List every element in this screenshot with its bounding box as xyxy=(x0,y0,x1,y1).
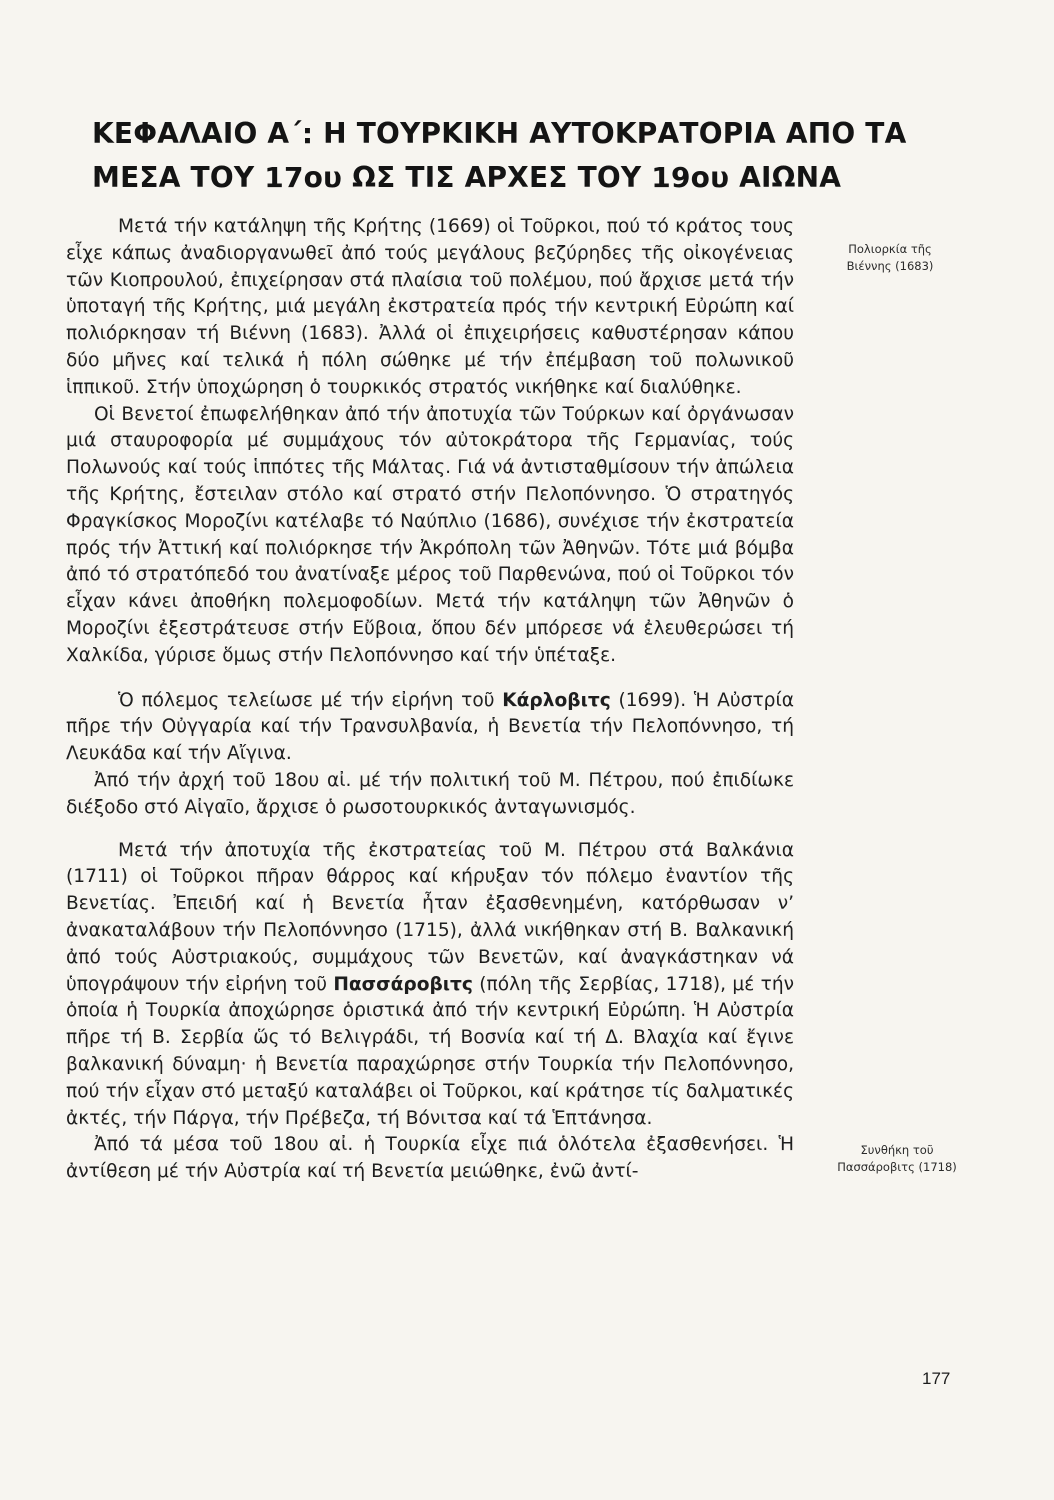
paragraph-siege-of-vienna: Μετά τήν κατάληψη τῆς Κρήτης (1669) οἱ Τοῦρκοι, πού τό κράτος τους εἶχε κάπως ἀναδιοργανωθεῖ ἀπό τούς μεγάλους βεζύρηδες τῆς οἰκογένειας τῶν Κιοπρουλού, ἐπιχείρησαν στά πλαίσια τοῦ πολέμου, πού ἄρχισε μετά τήν ὑποταγή τῆς Κρήτης, μιά μεγάλη ἐκστρατεία πρός τήν κεντρική Εὐρώπη καί πολιόρκησαν τή Βιέννη (1683). Ἀλλά οἱ ἐπιχειρήσεις καθυστέρησαν κάπου δύο μῆνες καί τελικά ἡ πόλη σώθηκε μέ τήν ἐπέμβαση τοῦ πολωνικοῦ ἱππικοῦ. Στήν ὑποχώρηση ὁ τουρκικός στρατός νικήθηκε καί διαλύθηκε. xyxy=(66,216,794,398)
margin-note-line: Συνθήκη τοῦ xyxy=(860,1143,934,1157)
paragraph-text: (πόλη τῆς Σερβίας, 1718), μέ τήν ὁποία ἡ Τουρκία ἀποχώρησε ὁριστικά ἀπό τήν κεντρική Εὐρώπη. Ἡ Αὐστρία πῆρε τή Β. Σερβία ὥς τό Βελιγράδι, τή Βοσνία καί τή Δ. Βλαχία καί ἔγινε βαλκανική δύναμη· ἡ Βενετία παραχώρησε στήν Τουρκία τήν Πελοπόννησο, πού τήν εἶχαν στό μεταξύ καταλάβει οἱ Τοῦρκοι, καί κράτησε τίς δαλματικές ἀκτές, τήν Πάργα, τήν Πρέβεζα, τή Βόνιτσα καί τά Ἑπτάνησα. xyxy=(66,973,794,1129)
paragraph-text: (1699). Ἡ Αὐστρία πῆρε τήν Οὐγγαρία καί τήν Τρανσυλβανία, ἡ Βενετία τήν Πελοπόννησο, τή Λευκάδα καί τήν Αἴγινα. xyxy=(66,689,794,765)
paragraph-russo-turkish-rivalry: Ἀπό τήν ἀρχή τοῦ 18ου αἰ. μέ τήν πολιτική τοῦ Μ. Πέτρου, πού ἐπιδίωκε διέξοδο στό Αἰγαῖο, ἄρχισε ὁ ρωσοτουρκικός ἀνταγωνισμός. xyxy=(66,769,794,818)
chapter-title-line-1: ΚΕΦΑΛΑΙΟ Α΄: Η ΤΟΥΡΚΙΚΗ ΑΥΤΟΚΡΑΤΟΡΙΑ ΑΠΟ ΤΑ xyxy=(92,117,907,150)
paragraph-text: Ὁ πόλεμος τελείωσε μέ τήν εἰρήνη τοῦ xyxy=(118,689,495,711)
margin-note-treaty-passarowitz xyxy=(812,1142,982,1176)
chapter-title-line-2: ΜΕΣΑ ΤΟΥ 17ου ΩΣ ΤΙΣ ΑΡΧΕΣ ΤΟΥ 19ου ΑΙΩΝΑ xyxy=(92,161,842,194)
paragraph-ottoman-decline: Ἀπό τά μέσα τοῦ 18ου αἰ. ἡ Τουρκία εἶχε πιά ὁλότελα ἐξασθενήσει. Ἡ ἀντίθεση μέ τήν Αὐστρία καί τή Βενετία μειώθηκε, ἐνῶ ἀντί- xyxy=(66,1134,794,1183)
margin-note-line: Βιέννης (1683) xyxy=(846,259,934,273)
margin-note-line: Πασσάροβιτς (1718) xyxy=(837,1160,957,1174)
chapter-title xyxy=(92,112,907,200)
margin-note-siege-of-vienna xyxy=(812,241,968,275)
paragraph-treaty-passarowitz xyxy=(66,838,794,1133)
paragraph-venetian-crusade: Οἱ Βενετοί ἐπωφελήθηκαν ἀπό τήν ἀποτυχία τῶν Τούρκων καί ὀργάνωσαν μιά σταυροφορία μέ συμμάχους τόν αὐτοκράτορα τῆς Γερμανίας, τούς Πολωνούς καί τούς ἱππότες τῆς Μάλτας. Γιά νά ἀντισταθμίσουν τήν ἀπώλεια τῆς Κρήτης, ἔστειλαν στόλο καί στρατό στήν Πελοπόννησο. Ὁ στρατηγός Φραγκίσκος Μοροζίνι κατέλαβε τό Ναύπλιο (1686), συνέχισε τήν ἐκστρατεία πρός τήν Ἀττική καί πολιόρκησε τήν Ἀκρόπολη τῶν Ἀθηνῶν. Τότε μιά βόμβα ἀπό τό στρατόπεδό του ἀνατίναξε μέρος τοῦ Παρθενώνα, πού οἱ Τοῦρκοι τόν εἶχαν κάνει ἀποθήκη πολεμοφοδίων. Μετά τήν κατάληψη τῶν Ἀθηνῶν ὁ Μοροζίνι ἐξεστράτευσε στήν Εὔβοια, ὅπου δέν μπόρεσε νά ἐλευθερώσει τή Χαλκίδα, γύρισε ὅμως στήν Πελοπόννησο καί τήν ὑπέταξε. xyxy=(66,403,794,666)
page-number: 177 xyxy=(922,1369,951,1388)
body-text xyxy=(66,214,794,1186)
margin-note-line: Πολιορκία τῆς xyxy=(848,242,932,256)
term-passarowitz: Πασσάροβιτς xyxy=(333,973,473,995)
term-karlowitz: Κάρλοβιτς xyxy=(502,689,611,711)
paragraph-text: Μετά τήν ἀποτυχία τῆς ἐκστρατείας τοῦ Μ. Πέτρου στά Βαλκάνια (1711) οἱ Τοῦρκοι πῆραν θάρρος καί κήρυξαν τόν πόλεμο ἐναντίον τῆς Βενετίας. Ἐπειδή καί ἡ Βενετία ἦταν ἐξασθενημένη, κατόρθωσαν ν’ ἀνακαταλάβουν τήν Πελοπόννησο (1715), ἀλλά νικήθηκαν στή Β. Βαλκανική ἀπό τούς Αὐστριακούς, συμμάχους τῶν Βενετῶν, καί ἀναγκάστηκαν νά ὑπογράψουν τήν εἰρήνη τοῦ xyxy=(66,839,794,995)
paragraph-treaty-karlowitz xyxy=(66,688,794,768)
